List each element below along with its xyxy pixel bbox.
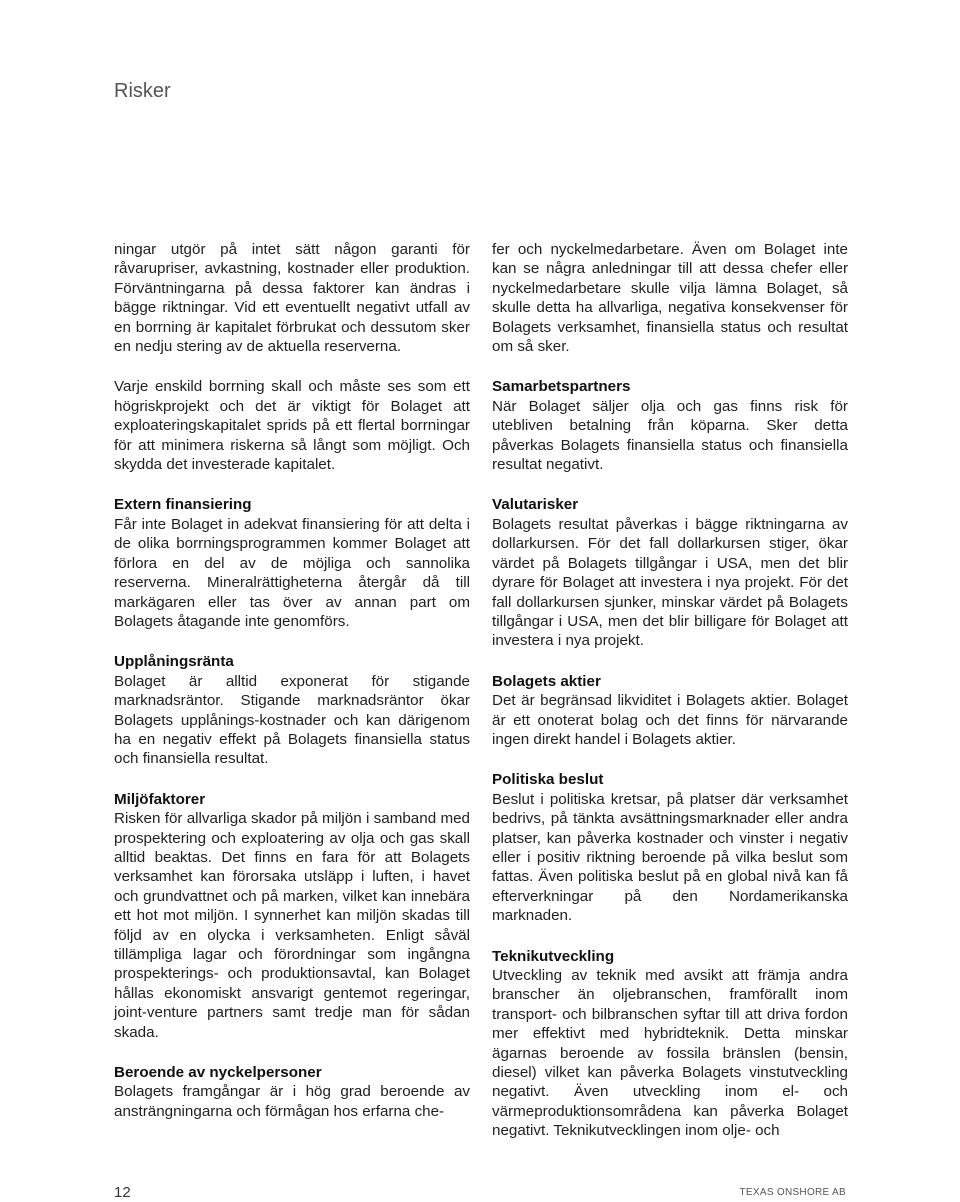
section-heading: Miljöfaktorer [114,790,206,808]
section-body: Det är begränsad likviditet i Bolagets aktier. Bolaget är ett onoterat bolag och det finns för närvarande ingen direkt handel i Bolagets aktier. [492,692,848,748]
section-upplaningsranta [114,652,470,768]
section-body: Bolaget är alltid exponerat för stigande marknadsräntor. Stigande marknadsräntor ökar Bolagets upplånings-kostnader och kan därigenom ha en negativ effekt på Bolagets finansiella status och finansiella resultat. [114,672,470,768]
body-paragraph: fer och nyckelmedarbetare. Även om Bolaget inte kan se några anledningar till att dessa chefer eller nyckelmedarbetare skulle vilja lämna Bolaget, så skulle detta ha allvarliga, negativa konsekvenser för Bolagets verksamhet, finansiella status och resultat om så sker. [492,241,848,356]
section-beroende-av-nyckelpersoner [114,1063,470,1121]
section-body: När Bolaget säljer olja och gas finns risk för utebliven betalning från köparna. Sker detta påverkas Bolagets finansiella status och finansiella resultat negativt. [492,397,848,474]
body-paragraph: Varje enskild borrning skall och måste ses som ett högriskprojekt och det är viktigt för Bolaget att exploateringskapitalet sprids på ett flertal borrningar för att minimera riskerna så långt som möjligt. Och skydda det investerade kapitalet. [114,378,470,474]
company-name: TEXAS ONSHORE AB [739,1187,846,1198]
body-paragraph: ningar utgör på intet sätt någon garanti för råvarupriser, avkastning, kostnader eller produktion. Förväntningarna på dessa faktorer kan ändras i bägge riktningar. Vid ett eventuellt negativt utfall av en borrning är kapitalet förbrukat och dessutom sker en nedju stering av de aktuella reserverna. [114,241,470,356]
section-bolagets-aktier [492,672,848,750]
page-number: 12 [114,1184,131,1201]
section-heading: Upplåningsränta [114,653,234,671]
page-title: Risker [114,80,171,102]
section-heading: Samarbetspartners [492,378,631,396]
section-extern-finansiering [114,495,470,631]
section-body: Risken för allvarliga skador på miljön i samband med prospektering och exploatering av olja och gas skall alltid beaktas. Det finns en fara för att Bolagets verksamhet kan förorsaka utsläpp i luften, i havet och grundvattnet och på marken, vilket kan innebära ett hot mot miljön. I synnerhet kan miljön skadas till följd av en olycka i verksamheten. Enligt såväl tillämpliga lagar och förordningar som ingångna prospekterings- och produktionsavtal, kan Bolaget hållas ekonomiskt ansvarigt gentemot regeringar, joint-venture partners samt tredje man för sådan skada. [114,810,470,1041]
section-body: Utveckling av teknik med avsikt att främja andra branscher än oljebranschen, framförallt inom transport- och bilbranschen syftar till att driva fordon mer effektivt med hybridteknik. Detta minskar ägarnas beroende av fossila bränslen (bensin, diesel) vilket kan påverka Bolagets vinstutveckling negativt. Även utveckling inom el- och värmeproduktionsområdena kan påverka Bolaget negativt. Teknikutvecklingen inom olje- och [492,967,848,1140]
left-column [114,240,470,1142]
section-body: Bolagets resultat påverkas i bägge riktningarna av dollarkursen. För det fall dollarkursen stiger, ökar värdet på Bolagets tillgångar i USA, men det blir dyrare för Bolaget att investera i nya projekt. För det fall dollarkursen sjunker, minskar värdet på Bolagets tillgångar i USA, men det blir billigare för Bolaget att investera i nya projekt. [492,515,848,650]
section-body: Får inte Bolaget in adekvat finansiering för att delta i de olika borrningsprogrammen kommer Bolaget att förlora en del av de möjliga och sannolika reserverna. Mineralrättigheterna återgår då till markägaren eller tas över av annan part om Bolagets åtagande inte genomförs. [114,515,470,630]
section-valutarisker [492,495,848,650]
section-heading: Teknikutveckling [492,947,615,965]
section-heading: Valutarisker [492,496,579,514]
section-samarbetspartners [492,377,848,474]
right-column [492,240,848,1162]
section-body: Beslut i politiska kretsar, på platser där verksamhet bedrivs, på tänkta avsättningsmarknader eller andra platser, kan påverka kostnader och vinster i negativ eller i positiv riktning beroende på vilka beslut som fattas. Även politiska beslut på en global nivå kan få efterverkningar på den Nordamerikanska marknaden. [492,790,848,925]
section-heading: Beroende av nyckelpersoner [114,1064,322,1082]
section-heading: Politiska beslut [492,771,604,789]
section-miljofaktorer [114,790,470,1042]
section-politiska-beslut [492,770,848,925]
section-body: Bolagets framgångar är i hög grad beroende av ansträngningarna och förmågan hos erfarna che- [114,1083,470,1120]
section-heading: Extern finansiering [114,496,252,514]
section-teknikutveckling [492,947,848,1141]
section-heading: Bolagets aktier [492,672,601,690]
